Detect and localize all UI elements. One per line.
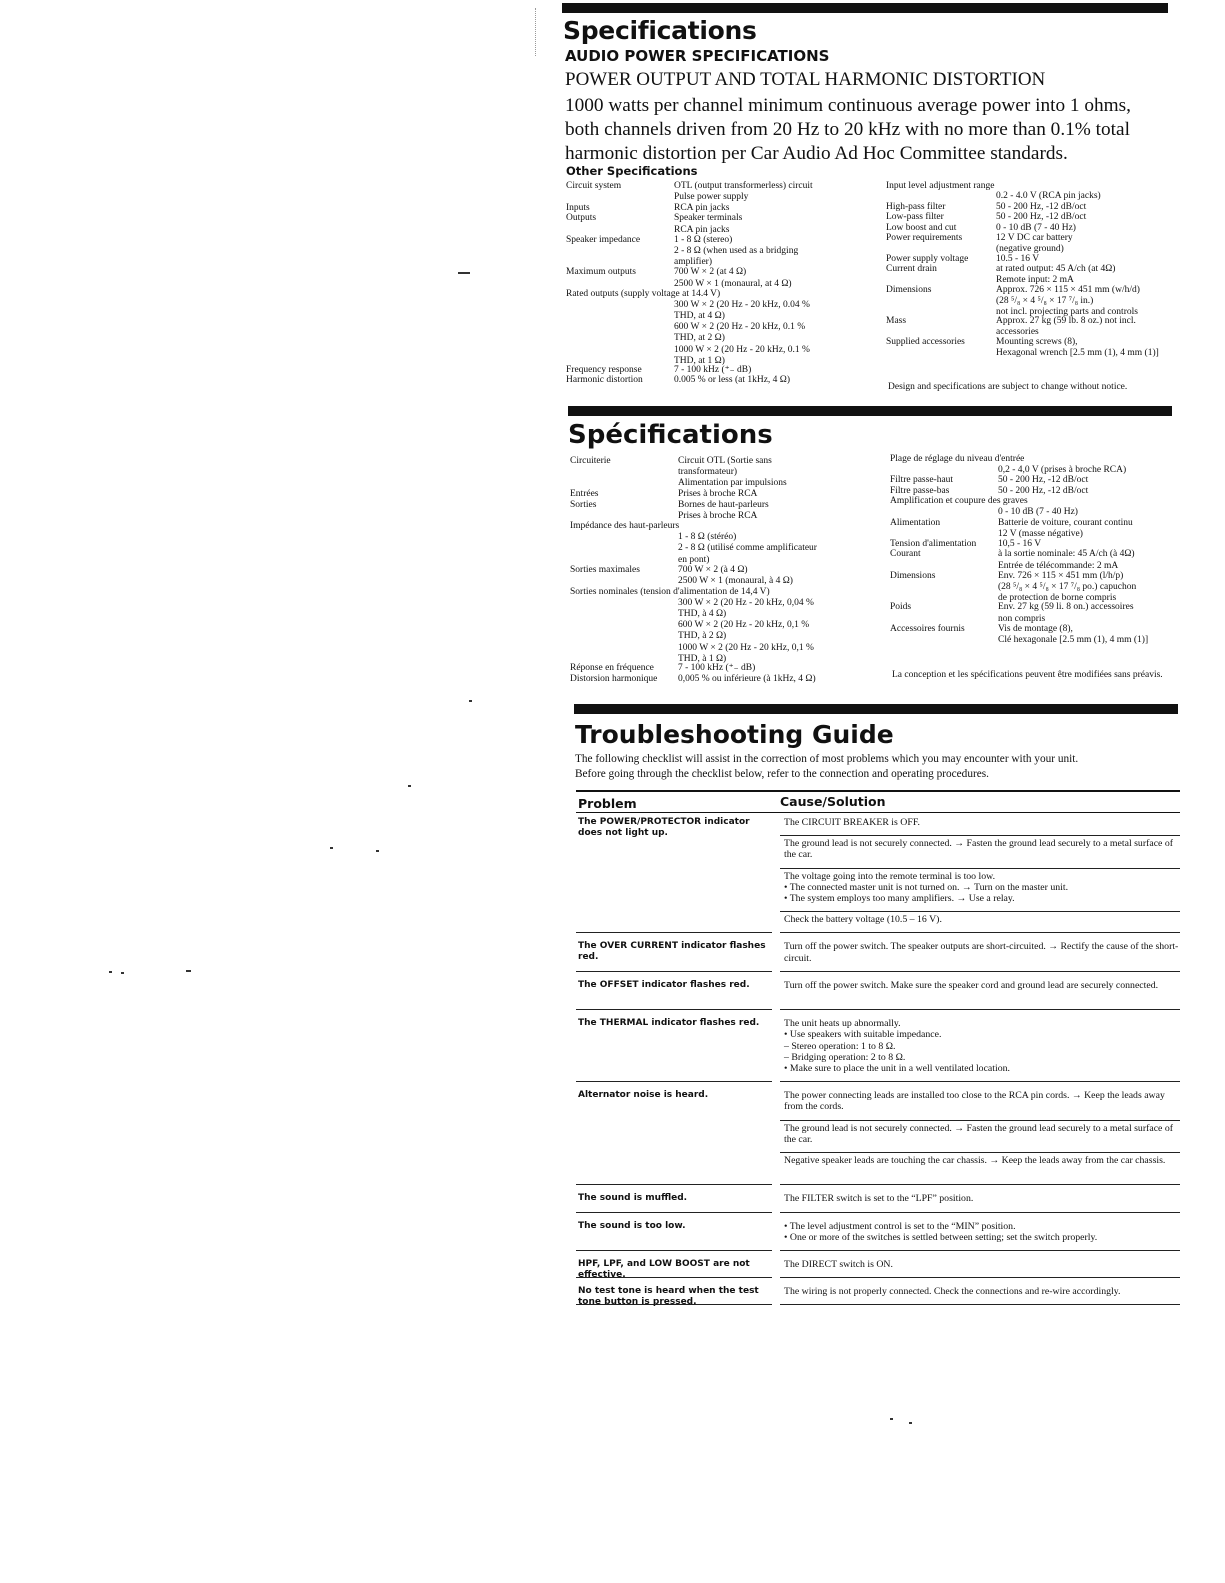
spec-label: Maximum outputs (566, 267, 636, 278)
spec-label: Courant (890, 549, 921, 560)
spec-label: Low-pass filter (886, 212, 944, 223)
spec-title-en: Specifications (563, 16, 757, 45)
cause-divider (780, 911, 1180, 912)
spec-value: at rated output: 45 A/ch (at 4Ω) Remote input: 2 mA (996, 264, 1116, 286)
cause-cell: The unit heats up abnormally. • Use speakers with suitable impedance. – Stereo operation: 1 to 8 Ω. – Bridging operation: 2 to 8 Ω. • Make sure to place the unit in a well ventilated location. (784, 1018, 1010, 1074)
problem-divider (576, 1250, 772, 1251)
cause-divider (780, 1250, 1180, 1251)
problem-cell: The THERMAL indicator flashes red. (578, 1018, 760, 1029)
spec-value: 1 - 8 Ω (stéréo) 2 - 8 Ω (utilisé comme amplificateur en pont) (678, 532, 817, 565)
spec-notice-fr: La conception et les spécifications peuvent être modifiées sans préavis. (892, 670, 1163, 680)
spec-value: 700 W × 2 (à 4 Ω) 2500 W × 1 (monaural, à 4 Ω) (678, 565, 793, 587)
problem-cell: Alternator noise is heard. (578, 1090, 709, 1101)
cause-cell: The CIRCUIT BREAKER is OFF. (784, 817, 920, 828)
spec-label: Power requirements (886, 233, 963, 243)
margin-speck (121, 972, 124, 974)
cause-divider (780, 835, 1180, 836)
col-header-cause: Cause/Solution (780, 794, 886, 809)
cause-divider (780, 1277, 1180, 1278)
spec-value: 300 W × 2 (20 Hz - 20 kHz, 0.04 % THD, at 4 Ω) 600 W × 2 (20 Hz - 20 kHz, 0.1 % THD, at 2 Ω) 1000 W × 2 (20 Hz - 20 kHz, 0.1 % THD, at 1 Ω) (674, 299, 810, 366)
cause-cell: The wiring is not properly connected. Check the connections and re-wire accordingly. (784, 1286, 1121, 1298)
spec-value: Mounting screws (8), Hexagonal wrench [2.5 mm (1), 4 mm (1)] (996, 337, 1159, 359)
spec-value: Env. 27 kg (59 li. 8 on.) accessoires non compris (998, 602, 1134, 624)
cause-cell: Turn off the power switch. The speaker outputs are short-circuited. → Rectify the cause of the short-circuit. (784, 941, 1179, 964)
spec-value: Vis de montage (8), Clé hexagonale [2.5 mm (1), 4 mm (1)] (998, 623, 1149, 645)
cause-divider (780, 1304, 1180, 1305)
spec-value: Prises à broche RCA (678, 488, 758, 499)
spec-value: OTL (output transformerless) circuit Pulse power supply (674, 181, 813, 203)
spec-label: Entrées (570, 488, 599, 499)
problem-divider (576, 1212, 772, 1213)
tg-header-underline (576, 812, 1180, 813)
problem-divider (576, 1081, 772, 1082)
spec-value: 0.005 % or less (at 1kHz, 4 Ω) (674, 375, 791, 386)
spec-label: Rated outputs (supply voltage at 14.4 V) (566, 289, 721, 299)
spec-label: Filtre passe-bas (890, 485, 950, 496)
spec-value: RCA pin jacks (674, 202, 730, 213)
spec-label: Amplification et coupure des graves (890, 496, 1028, 507)
margin-speck (186, 970, 191, 972)
spec-value: 50 - 200 Hz, -12 dB/oct (998, 485, 1089, 496)
spec-label: Accessoires fournis (890, 623, 965, 634)
spec-value: 50 - 200 Hz, -12 dB/oct (998, 475, 1089, 486)
power-output-title: POWER OUTPUT AND TOTAL HARMONIC DISTORTION (565, 69, 1046, 90)
spec-value: 10,5 - 16 V (998, 538, 1042, 549)
spec-label: Tension d'alimentation (890, 538, 977, 549)
problem-cell: The OFFSET indicator flashes red. (578, 979, 750, 990)
spec-label: Inputs (566, 202, 590, 213)
spec-value: Approx. 726 × 115 × 451 mm (w/h/d) (28 ⁵/₈ × 4 ⁵/₈ × 17 ⁷/₈ in.) not incl. projecting parts and controls (996, 285, 1140, 318)
cause-cell: Turn off the power switch. Make sure the speaker cord and ground lead are securely connected. (784, 979, 1159, 991)
spec-value: 0 - 10 dB (7 - 40 Hz) (998, 506, 1078, 517)
spec-label: Impédance des haut-parleurs (570, 521, 680, 532)
top-rule (562, 3, 1168, 13)
spec-label: Sorties (570, 499, 597, 510)
cause-divider (780, 1120, 1180, 1121)
tg-header-rule (576, 790, 1180, 792)
problem-divider (576, 971, 772, 972)
margin-speck (469, 700, 472, 702)
problem-divider (576, 1184, 772, 1185)
spec-value: 10.5 - 16 V (996, 253, 1040, 264)
spec-label: Dimensions (890, 570, 936, 581)
spec-label: Current drain (886, 264, 937, 275)
spec-label: Mass (886, 316, 907, 327)
spec-label: Low boost and cut (886, 222, 957, 233)
spec-value: 50 - 200 Hz, -12 dB/oct (996, 212, 1087, 223)
spec-value: Bornes de haut-parleurs Prises à broche RCA (678, 499, 769, 521)
problem-cell: No test tone is heard when the test tone button is pressed. (578, 1286, 759, 1308)
problem-cell: HPF, LPF, and LOW BOOST are not effective. (578, 1259, 750, 1280)
spec-value: 12 V DC car battery (negative ground) (996, 233, 1073, 255)
margin-speck (109, 971, 112, 973)
cause-cell: Negative speaker leads are touching the car chassis. → Keep the leads away from the car chassis. (784, 1155, 1166, 1166)
margin-speck (909, 1422, 912, 1424)
spec-value: 0.2 - 4.0 V (RCA pin jacks) (996, 191, 1101, 202)
spec-list-right-fr (890, 454, 1180, 674)
cause-cell: The ground lead is not securely connected. → Fasten the ground lead securely to a metal surface of the car. (784, 838, 1174, 861)
spec-value: Circuit OTL (Sortie sans transformateur) Alimentation par impulsions (678, 456, 787, 489)
spec-value: 0,005 % ou inférieure (à 1kHz, 4 Ω) (678, 674, 816, 684)
problem-cell: The sound is muffled. (578, 1193, 688, 1204)
troubleshooting-title: Troubleshooting Guide (575, 720, 894, 749)
spec-title-fr: Spécifications (568, 420, 773, 450)
other-spec-title: Other Specifications (566, 164, 698, 178)
spec-label: Poids (890, 602, 912, 613)
spec-label: Distorsion harmonique (570, 674, 658, 684)
spec-notice-en: Design and specifications are subject to change without notice. (888, 382, 1128, 392)
tg-intro-1: The following checklist will assist in the correction of most problems which you may encounter with your unit. (575, 753, 1079, 765)
spec-label: Réponse en fréquence (570, 663, 654, 674)
spec-label: Speaker impedance (566, 235, 641, 245)
spec-value: Env. 726 × 115 × 451 mm (l/h/p) (28 ⁵/₈ × 4 ⁵/₈ × 17 ⁷/₈ po.) capuchon de protection de borne compris (998, 570, 1137, 603)
spec-label: Input level adjustment range (886, 181, 995, 191)
spec-value: Approx. 27 kg (59 lb. 8 oz.) not incl. accessories (996, 316, 1136, 338)
spec-value: 300 W × 2 (20 Hz - 20 kHz, 0,04 % THD, à 4 Ω) 600 W × 2 (20 Hz - 20 kHz, 0,1 % THD, à 2 Ω) 1000 W × 2 (20 Hz - 20 kHz, 0,1 % THD, à 1 Ω) (678, 597, 814, 664)
problem-divider (576, 1304, 772, 1305)
spec-list-left-en (566, 181, 866, 401)
margin-speck (890, 1418, 893, 1420)
spec-value: 7 - 100 kHz (⁺₋ dB) (674, 364, 752, 375)
cause-divider (780, 1152, 1180, 1153)
margin-speck (458, 272, 470, 274)
cause-cell: The voltage going into the remote terminal is too low. • The connected master unit is not turned on. → Turn on the master unit. • The system employs too many amplifiers. → Use a relay. (784, 870, 1069, 904)
spec-value: à la sortie nominale: 45 A/ch (à 4Ω) Entrée de télécommande: 2 mA (998, 549, 1135, 571)
cause-cell: Check the battery voltage (10.5 – 16 V). (784, 914, 942, 926)
spec-label: Dimensions (886, 285, 932, 295)
spec-value: 0,2 - 4,0 V (prises à broche RCA) (998, 464, 1127, 475)
spec-value: 700 W × 2 (at 4 Ω) 2500 W × 1 (monaural, at 4 Ω) (674, 267, 792, 289)
cause-cell: • The level adjustment control is set to the “MIN” position. • One or more of the switches is settled between setting; set the switch properly. (784, 1220, 1098, 1243)
power-output-text: 1000 watts per channel minimum continuous average power into 1 ohms, both channels driven from 20 Hz to 20 kHz with no more than 0.1% total harmonic distortion per Car Audio Ad Hoc Committee standards. (565, 95, 1132, 164)
cause-cell: The power connecting leads are installed too close to the RCA pin cords. → Keep the leads away from the cords. (784, 1090, 1165, 1113)
col-header-problem: Problem (578, 796, 637, 811)
margin-speck (330, 847, 333, 849)
fr-rule (568, 406, 1172, 416)
spec-label: Outputs (566, 213, 597, 224)
spec-label: Alimentation (890, 517, 941, 528)
spec-value: 7 - 100 kHz (⁺₋ dB) (678, 663, 756, 674)
spec-label: Supplied accessories (886, 337, 965, 347)
tg-rule (574, 704, 1178, 714)
spec-label: Power supply voltage (886, 253, 969, 264)
spec-value: Batterie de voiture, courant continu 12 V (masse négative) (998, 517, 1133, 539)
spec-label: High-pass filter (886, 201, 946, 212)
cause-cell: The ground lead is not securely connected. → Fasten the ground lead securely to a metal surface of the car. (784, 1122, 1174, 1145)
troubleshooting-table (576, 814, 1180, 1308)
audio-power-title: AUDIO POWER SPECIFICATIONS (565, 47, 830, 65)
cause-divider (780, 1009, 1180, 1010)
cause-divider (780, 868, 1180, 869)
spec-label: Frequency response (566, 364, 642, 375)
problem-cell: The sound is too low. (578, 1220, 686, 1231)
margin-speck (408, 785, 411, 787)
cause-cell: The DIRECT switch is ON. (784, 1259, 893, 1270)
spec-label: Sorties nominales (tension d'alimentation de 14,4 V) (570, 586, 770, 597)
spec-label: Circuiterie (570, 456, 611, 466)
spec-list-right-en (886, 181, 1176, 386)
spec-value: 0 - 10 dB (7 - 40 Hz) (996, 222, 1076, 233)
problem-divider (576, 1277, 772, 1278)
margin-speck (376, 850, 379, 852)
spec-value: 50 - 200 Hz, -12 dB/oct (996, 201, 1087, 212)
problem-cell: The POWER/PROTECTOR indicator does not light up. (578, 817, 750, 838)
cause-divider (780, 1212, 1180, 1213)
spec-value: 1 - 8 Ω (stereo) 2 - 8 Ω (when used as a bridging amplifier) (674, 235, 799, 268)
cause-divider (780, 932, 1180, 933)
spec-label: Filtre passe-haut (890, 475, 954, 486)
problem-divider (576, 932, 772, 933)
cause-divider (780, 971, 1180, 972)
spec-value: Speaker terminals RCA pin jacks (674, 213, 743, 235)
spec-label: Harmonic distortion (566, 375, 643, 386)
cause-cell: The FILTER switch is set to the “LPF” position. (784, 1193, 974, 1205)
margin-binding-line (535, 8, 537, 56)
spec-label: Plage de réglage du niveau d'entrée (890, 454, 1025, 464)
spec-label: Sorties maximales (570, 565, 640, 575)
spec-label: Circuit system (566, 181, 622, 191)
cause-divider (780, 1184, 1180, 1185)
cause-divider (780, 1081, 1180, 1082)
spec-list-left-fr (570, 456, 870, 701)
problem-divider (576, 1009, 772, 1010)
tg-intro-2: Before going through the checklist below, refer to the connection and operating procedures. (575, 768, 989, 780)
problem-cell: The OVER CURRENT indicator flashes red. (578, 941, 766, 963)
